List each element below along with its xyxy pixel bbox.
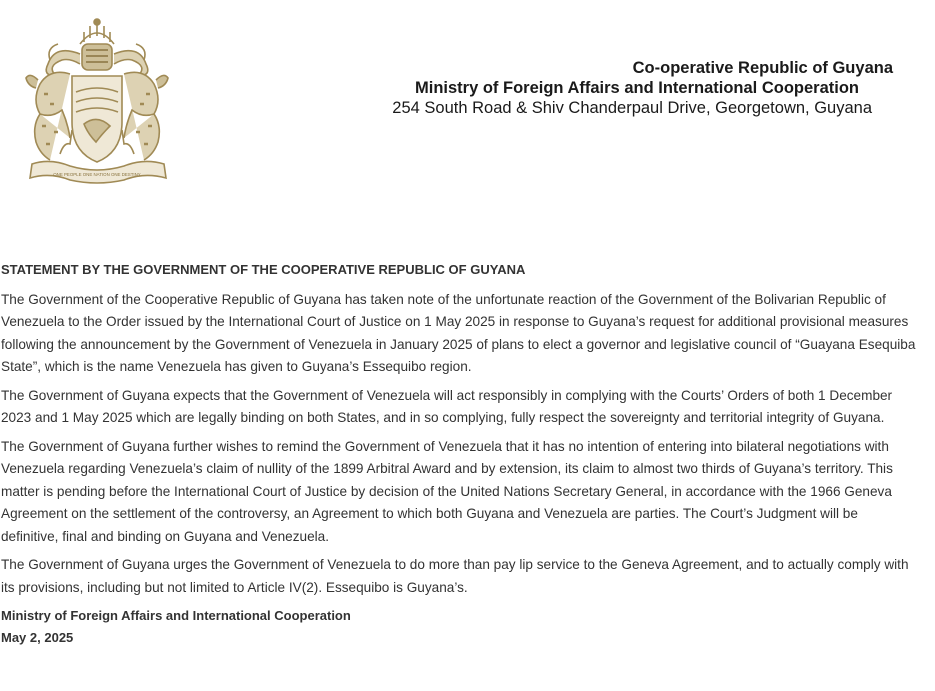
signature-ministry: Ministry of Foreign Affairs and International Cooperation [1, 608, 351, 623]
motto-text: ONE PEOPLE ONE NATION ONE DESTINY [53, 172, 141, 177]
ministry-address: 254 South Road & Shiv Chanderpaul Drive, Georgetown, Guyana [392, 99, 872, 117]
statement-paragraph: The Government of Guyana urges the Government of Venezuela to do more than pay lip service to the Geneva Agreement, and to actually comply with its provisions, including but not limited to Article IV(2). Essequibo is Guyana’s. [1, 557, 909, 595]
statement-date: May 2, 2025 [1, 630, 74, 645]
statement-paragraph: The Government of the Cooperative Republic of Guyana has taken note of the unfortunate reaction of the Government of the Bolivarian Republic of Venezuela to the Order issued by the International Court of Justice on 1 May 2025 in response to Guyana’s request for additional provisional measures following the announcement by the Government of Venezuela in January 2025 of plans to elect a governor and legislative council of “Guayana Esequiba State”, which is the name Venezuela has given to Guyana’s Essequibo region. [1, 291, 916, 374]
guyana-coat-of-arms-icon [10, 14, 185, 186]
statement-title: STATEMENT BY THE GOVERNMENT OF THE COOPERATIVE REPUBLIC OF GUYANA [1, 262, 526, 277]
statement-paragraph: The Government of Guyana further wishes to remind the Government of Venezuela that it has no intention of entering into bilateral negotiations with Venezuela regarding Venezuela’s claim of nullity of the 1899 Arbitral Award and by extension, its claim to almost two thirds of Guyana’s territory. This matter is pending before the International Court of Justice by decision of the United Nations Secretary General, in accordance with the 1966 Geneva Agreement on the settlement of the controversy, an Agreement to which both Guyana and Venezuela are parties. The Court’s Judgment will be definitive, final and binding on Guyana and Venezuela. [1, 438, 893, 544]
statement-body [1, 259, 916, 649]
ministry-name: Ministry of Foreign Affairs and International Cooperation [415, 79, 859, 97]
republic-name: Co-operative Republic of Guyana [632, 59, 893, 77]
statement-paragraph: The Government of Guyana expects that the Government of Venezuela will act responsibly in complying with the Courts’ Orders of both 1 December 2023 and 1 May 2025 which are legally binding on both States, and in so complying, fully respect the sovereignty and territorial integrity of Guyana. [1, 387, 893, 425]
letterhead [333, 58, 893, 118]
